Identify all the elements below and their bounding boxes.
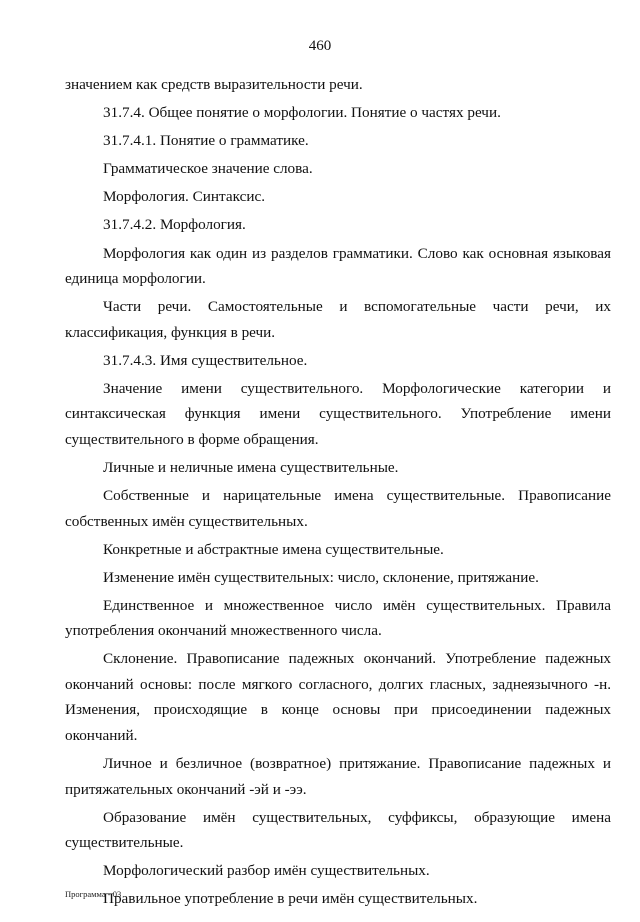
- paragraph: Собственные и нарицательные имена существительные. Правописание собственных имён существительных.: [65, 487, 611, 530]
- paragraph: Морфология. Синтаксис.: [103, 188, 266, 206]
- paragraph: Изменение имён существительных: число, склонение, притяжание.: [103, 568, 539, 586]
- paragraph: значением как средств выразительности речи.: [65, 76, 363, 93]
- paragraph: Значение имени существительного. Морфологические категории и синтаксическая функция имени существительного. Употребление имени существительного в форме обращения.: [65, 379, 611, 448]
- footer-note: Программа - 03: [65, 889, 122, 899]
- section-heading: 31.7.4.1. Понятие о грамматике.: [103, 132, 309, 150]
- paragraph: Части речи. Самостоятельные и вспомогательные части речи, их классификация, функция в речи.: [65, 298, 611, 341]
- paragraph: Морфология как один из разделов грамматики. Слово как основная языковая единица морфологии.: [65, 244, 611, 288]
- paragraph: Образование имён существительных, суффиксы, образующие имена существительные.: [65, 808, 611, 852]
- paragraph: Личное и безличное (возвратное) притяжание. Правописание падежных и притяжательных окончаний -эй и -ээ.: [65, 755, 611, 798]
- paragraph: Морфологический разбор имён существительных.: [103, 862, 430, 880]
- section-heading: 31.7.4. Общее понятие о морфологии. Понятие о частях речи.: [103, 104, 501, 122]
- section-heading: 31.7.4.3. Имя существительное.: [103, 351, 308, 369]
- paragraph: Конкретные и абстрактные имена существительные.: [103, 540, 444, 558]
- paragraph: Личные и неличные имена существительные.: [103, 458, 399, 476]
- paragraph: Правильное употребление в речи имён существительных.: [103, 890, 478, 908]
- paragraph: Единственное и множественное число имён существительных. Правила употребления окончаний множественного числа.: [65, 596, 611, 640]
- body-text: [65, 72, 611, 914]
- paragraph: Склонение. Правописание падежных окончаний. Употребление падежных окончаний основы: после мягкого согласного, долгих гласных, заднеязычного -н. Изменения, происходящие в конце основы при присоединении падежных окончаний.: [65, 650, 611, 744]
- section-heading: 31.7.4.2. Морфология.: [103, 216, 246, 234]
- paragraph: Грамматическое значение слова.: [103, 160, 313, 178]
- page-number: 460: [308, 38, 332, 54]
